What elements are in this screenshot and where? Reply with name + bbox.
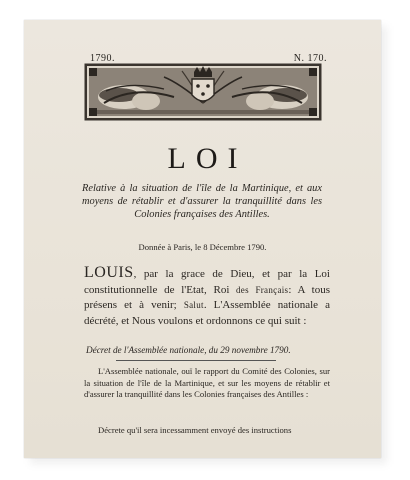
document-subtitle: Relative à la situation de l'île de la Martinique, et aux moyens de rétablir et d'assurer la tranquillité dans les Colonies françaises des Antilles. bbox=[82, 183, 322, 221]
decree-heading: Décret de l'Assemblée nationale, du 29 novembre 1790. bbox=[86, 345, 291, 355]
header-number: N. 170. bbox=[293, 53, 327, 64]
preamble-dropcap: LOUIS bbox=[84, 264, 134, 281]
decree-body: L'Assemblée nationale, ouï le rapport du Comité des Colonies, sur la situation de l'île de la Martinique, et sur les moyens de rétablir et d'assurer la tranquillité dans les Colonies françaises des Antilles : bbox=[84, 366, 330, 400]
date-line: Donnée à Paris, le 8 Décembre 1790. bbox=[138, 242, 267, 252]
preamble-salut: Salut bbox=[183, 300, 204, 310]
preamble-text-3: . L'Assemblée nationale a décrété, et Nous voulons et ordonnons ce qui suit : bbox=[84, 299, 330, 327]
document-title: LOI bbox=[167, 142, 248, 175]
document-page bbox=[24, 20, 381, 458]
divider-rule bbox=[116, 360, 276, 361]
preamble-des-francais: des Français bbox=[229, 284, 289, 295]
royal-arms-vignette bbox=[84, 63, 322, 121]
preamble-paragraph bbox=[84, 265, 330, 329]
preamble-text-2: : A tous présens et à venir; bbox=[84, 283, 330, 311]
preamble-text-1: , par la grace de Dieu, et par la Loi constitutionnelle de l'Etat, bbox=[84, 268, 330, 296]
preamble-roi: Roi bbox=[213, 283, 230, 296]
decree-body-continued: Décrete qu'il sera incessamment envoyé des instructions bbox=[98, 425, 292, 435]
header-year: 1790. bbox=[90, 53, 115, 64]
